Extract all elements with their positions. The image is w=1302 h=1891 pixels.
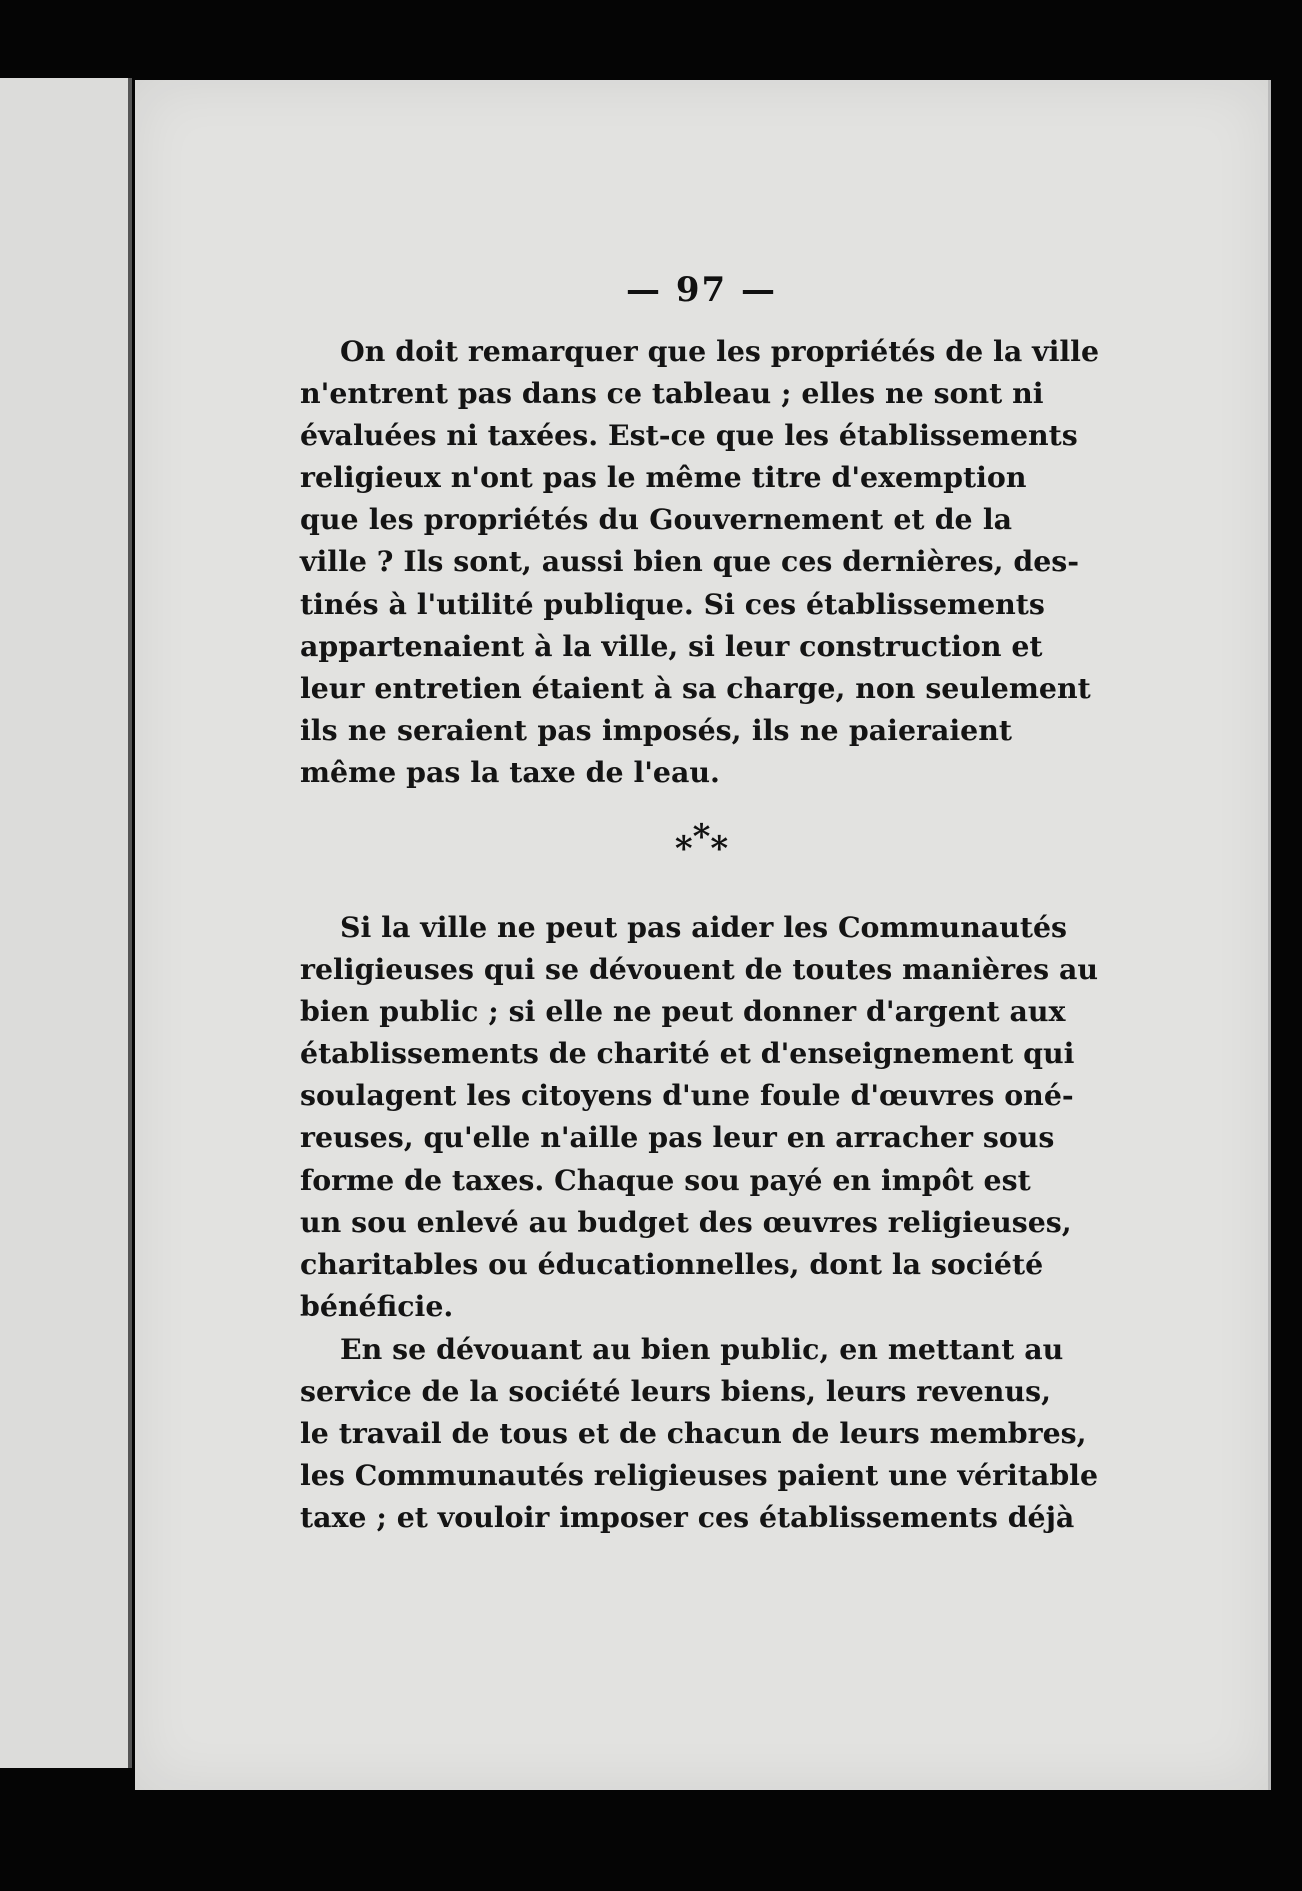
asterism-star-middle: * — [692, 817, 711, 857]
text-line: que les propriétés du Gouvernement et de la — [300, 502, 1012, 537]
text-line: reuses, qu'elle n'aille pas leur en arracher sous — [300, 1120, 1055, 1155]
text-line: On doit remarquer que les propriétés de la ville — [340, 334, 1100, 368]
paragraph-2 — [300, 906, 1099, 1327]
text-line: même pas la taxe de l'eau. — [300, 754, 720, 789]
asterism-star-left: * — [674, 829, 693, 869]
book-page — [135, 80, 1271, 1790]
text-line: appartenaient à la ville, si leur construction et — [300, 628, 1043, 663]
text-line: Si la ville ne peut pas aider les Communautés — [340, 910, 1068, 944]
page-number: — 97 — — [626, 270, 777, 310]
text-line: ils ne seraient pas imposés, ils ne paieraient — [300, 712, 1012, 747]
text-line: taxe ; et vouloir imposer ces établissements déjà — [300, 1500, 1075, 1535]
text-line: tinés à l'utilité publique. Si ces établissements — [300, 586, 1045, 621]
text-line: le travail de tous et de chacun de leurs membres, — [300, 1416, 1087, 1451]
text-line: établissements de charité et d'enseignement qui — [300, 1036, 1075, 1071]
asterism-star-right: * — [710, 829, 729, 869]
paragraph-1 — [300, 330, 1100, 793]
text-line: En se dévouant au bien public, en mettant au — [340, 1332, 1064, 1366]
paragraph-3 — [300, 1328, 1099, 1538]
text-line: évaluées ni taxées. Est-ce que les établissements — [300, 418, 1078, 453]
text-line: n'entrent pas dans ce tableau ; elles ne sont ni — [300, 376, 1044, 411]
text-line: leur entretien étaient à sa charge, non seulement — [300, 670, 1091, 705]
text-line: service de la société leurs biens, leurs revenus, — [300, 1374, 1051, 1409]
text-line: bien public ; si elle ne peut donner d'argent aux — [300, 994, 1066, 1029]
text-line: forme de taxes. Chaque sou payé en impôt est — [300, 1162, 1031, 1197]
text-line: religieux n'ont pas le même titre d'exemption — [300, 460, 1027, 495]
text-line: bénéficie. — [300, 1288, 454, 1323]
text-line: un sou enlevé au budget des œuvres religieuses, — [300, 1204, 1072, 1239]
text-line: charitables ou éducationnelles, dont la société — [300, 1246, 1044, 1281]
page-gutter — [128, 78, 132, 1768]
text-line: ville ? Ils sont, aussi bien que ces dernières, des- — [300, 544, 1080, 579]
text-line: soulagent les citoyens d'une foule d'œuvres oné- — [300, 1078, 1074, 1113]
left-page-edge — [0, 78, 130, 1768]
section-asterism — [135, 817, 1268, 869]
text-line: religieuses qui se dévouent de toutes manières au — [300, 952, 1099, 987]
text-line: les Communautés religieuses paient une véritable — [300, 1458, 1099, 1493]
